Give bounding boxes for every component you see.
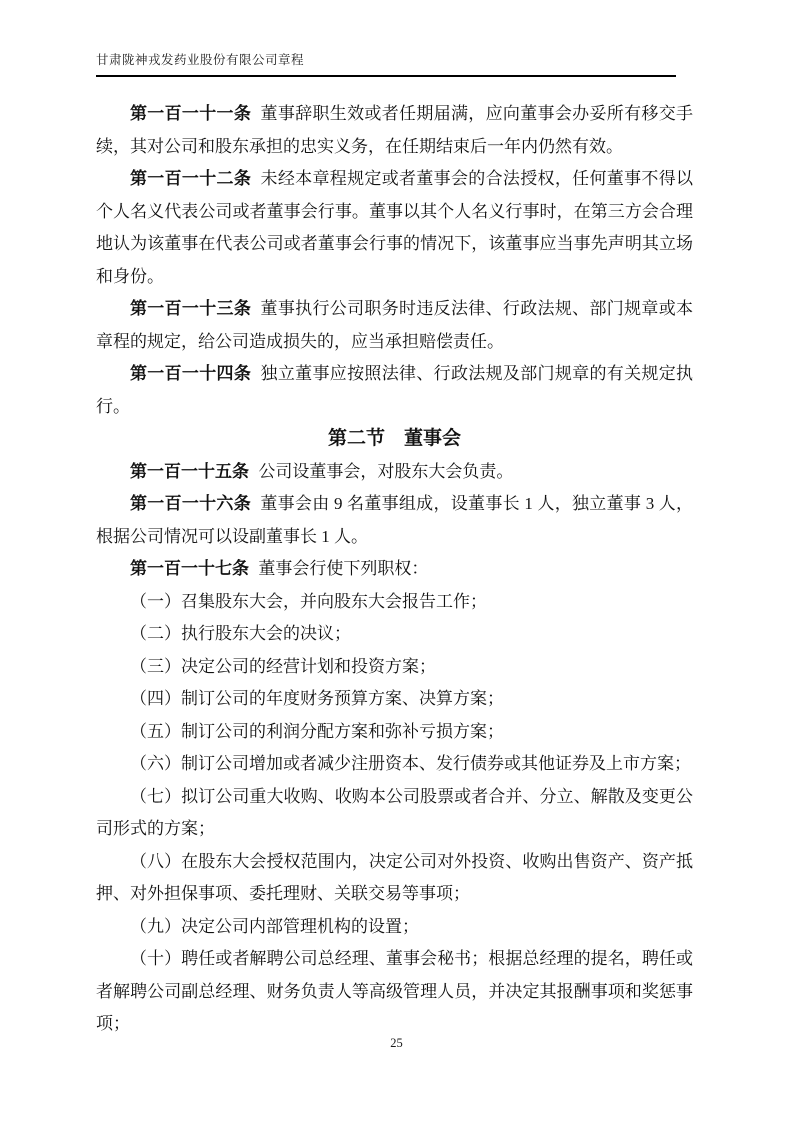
item-text: （二）执行股东大会的决议； [130,624,351,643]
article-text: 未经本章程规定或者董事会的合法授权，任何董事不得以个人名义代表公司或者董事会行事。董事以其个人名义行事时，在第三方会合理地认为该董事在代表公司或者董事会行事的情况下，该董事应当事先声明其立场和身份。 [96,169,694,286]
section-heading: 第二节 董事会 [327,428,461,449]
article-text: 公司设董事会，对股东大会负责。 [258,461,514,481]
article-number: 第一百一十七条 [130,559,249,578]
page-number: 25 [390,1036,403,1050]
list-item-paragraph [96,943,693,1041]
article-paragraph [96,488,693,553]
article-number: 第一百一十六条 [130,494,251,513]
article-text: 董事会由 9 名董事组成，设董事长 1 人，独立董事 3 人，根据公司情况可以设副董事长 1 人。 [96,494,694,546]
list-item-paragraph [96,781,693,846]
item-text: （八）在股东大会授权范围内，决定公司对外投资、收购出售资产、资产抵押、对外担保事项、委托理财、关联交易等事项； [96,851,693,903]
list-item-paragraph [96,586,693,619]
list-item-paragraph [96,748,693,781]
article-number: 第一百一十三条 [130,299,252,318]
article-number: 第一百一十一条 [130,104,252,123]
article-paragraph [96,456,693,489]
article-text: 董事会行使下列职权： [258,559,429,578]
list-item-paragraph [96,716,693,749]
article-paragraph [96,293,693,358]
article-text: 董事辞职生效或者任期届满，应向董事会办妥所有移交手续，其对公司和股东承担的忠实义务，在任期结束后一年内仍然有效。 [96,104,694,156]
list-item-paragraph [96,651,693,684]
item-text: （三）决定公司的经营计划和投资方案； [130,656,436,676]
list-item-paragraph [96,846,693,911]
item-text: （一）召集股东大会，并向股东大会报告工作； [130,591,487,611]
item-text: （七）拟订公司重大收购、收购本公司股票或者合并、分立、解散及变更公司形式的方案； [96,786,693,838]
article-paragraph [96,358,693,423]
article-number: 第一百一十四条 [130,364,252,383]
article-text: 董事执行公司职务时违反法律、行政法规、部门规章或本章程的规定，给公司造成损失的，应当承担赔偿责任。 [96,299,694,351]
document-body [96,98,693,1041]
header-title: 甘肃陇神戎发药业股份有限公司章程 [96,53,305,67]
article-text: 独立董事应按照法律、行政法规及部门规章的有关规定执行。 [96,364,694,416]
item-text: （四）制订公司的年度财务预算方案、决算方案； [130,689,504,708]
article-number: 第一百一十五条 [130,461,249,481]
article-paragraph [96,163,693,293]
list-item-paragraph [96,618,693,651]
item-text: （十）聘任或者解聘公司总经理、董事会秘书；根据总经理的提名，聘任或者解聘公司副总经理、财务负责人等高级管理人员，并决定其报酬事项和奖惩事项； [96,949,693,1033]
list-item-paragraph [96,911,693,944]
article-number: 第一百一十二条 [130,169,252,188]
page-header [96,50,676,77]
article-paragraph [96,553,693,586]
item-text: （九）决定公司内部管理机构的设置； [130,916,419,936]
article-paragraph [96,98,693,163]
page-footer [0,1036,793,1051]
item-text: （六）制订公司增加或者减少注册资本、发行债券或其他证券及上市方案； [130,754,691,773]
list-item-paragraph [96,683,693,716]
item-text: （五）制订公司的利润分配方案和弥补亏损方案； [130,721,504,741]
